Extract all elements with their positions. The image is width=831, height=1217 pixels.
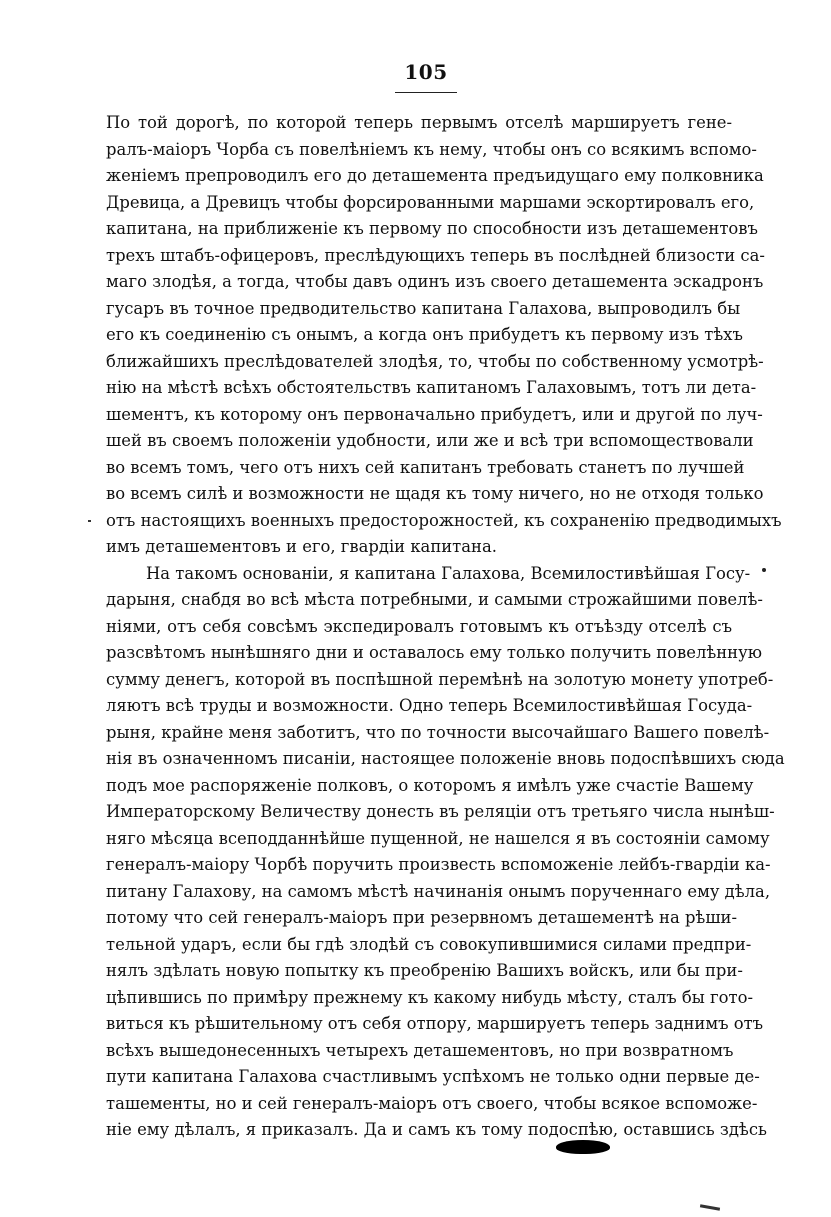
ink-blot [556, 1140, 610, 1154]
text-line: шей въ своемъ положеніи удобности, или же и всѣ три вспомоществовали [106, 431, 754, 450]
text-line: тельной ударъ, если бы гдѣ злодѣй съ совокупившимися силами предпри- [106, 934, 752, 954]
text-line: его къ соединенію съ онымъ, а когда онъ прибудетъ къ первому изъ тѣхъ [106, 325, 743, 344]
text-line: ралъ-маіоръ Чорба съ повелѣніемъ къ нему, чтобы онъ со всякимъ вспомо- [106, 139, 757, 159]
text-line: нія въ означенномъ писаніи, настоящее положеніе вновь подоспѣвшихъ сюда [106, 749, 785, 768]
text-line: ляютъ всѣ труды и возможности. Одно теперь Всемилостивѣйшая Госуда- [106, 696, 753, 715]
text-line: во всемъ томъ, чего отъ нихъ сей капитанъ требовать станетъ по лучшей [106, 457, 745, 477]
text-line: разсвѣтомъ нынѣшняго дни и оставалось ему только получить повелѣнную [106, 643, 763, 662]
text-line: ніями, отъ себя совсѣмъ экспедировалъ готовымъ къ отъѣзду отселѣ съ [106, 616, 732, 636]
text-line: генералъ-маіору Чорбѣ поручить произвесть вспоможеніе лейбъ-гвардіи ка- [106, 855, 771, 874]
text-line: питану Галахову, на самомъ мѣстѣ начинанія онымъ порученнаго ему дѣла, [106, 881, 771, 901]
text-line: Императорскому Величеству донесть въ реляціи отъ третьяго числа нынѣш- [106, 802, 775, 821]
text-line: гусаръ въ точное предводительство капитана Галахова, выпроводилъ бы [106, 298, 741, 318]
print-speck [88, 520, 91, 522]
text-line: шементъ, къ которому онъ первоначально прибудетъ, или и другой по луч- [106, 404, 763, 424]
text-line: нялъ здѣлать новую попытку къ преобренію Вашихъ войскъ, или бы при- [106, 961, 743, 980]
page-number-rule [395, 92, 457, 93]
text-line: во всемъ силѣ и возможности не щадя къ тому ничего, но не отходя только [106, 484, 764, 503]
text-line: няго мѣсяца всеподданнѣйше пущенной, не нашелся я въ состояніи самому [106, 828, 770, 848]
page-number: 105 [404, 60, 448, 84]
text-line: цѣпившись по примѣру прежнему къ какому нибудь мѣсту, сталъ бы гото- [106, 987, 753, 1007]
text-line: дарыня, снабдя во всѣ мѣста потребными, и самыми строжайшими повелѣ- [106, 590, 763, 609]
text-line: ближайшихъ преслѣдователей злодѣя, то, чтобы по собственному усмотрѣ- [106, 351, 764, 371]
text-line: отъ настоящихъ военныхъ предосторожностей, къ сохраненію предводимыхъ [106, 510, 782, 530]
text-line: имъ деташементовъ и его, гвардіи капитана. [106, 537, 497, 556]
print-speck [700, 1204, 720, 1210]
text-line: потому что сей генералъ-маіоръ при резервномъ деташементѣ на рѣши- [106, 908, 738, 927]
text-line: По той дорогѣ, по которой теперь первымъ отселѣ маршируетъ гене- [106, 113, 732, 132]
text-line: женіемъ препроводилъ его до деташемента предъидущаго ему полковника [106, 166, 764, 185]
text-line: сумму денегъ, которой въ поспѣшной перемѣнѣ на золотую монету употреб- [106, 669, 774, 689]
text-line: подъ мое распоряженіе полковъ, о которомъ я имѣлъ уже счастіе Вашему [106, 775, 754, 795]
text-line: Древица, а Древицъ чтобы форсированными маршами эскортировалъ его, [106, 192, 755, 212]
text-line: ташементы, но и сей генералъ-маіоръ отъ своего, чтобы всякое вспоможе- [106, 1093, 758, 1113]
text-line: всѣхъ вышедонесенныхъ четырехъ деташементовъ, но при возвратномъ [106, 1040, 734, 1060]
body-text [106, 110, 785, 1144]
text-line: рыня, крайне меня заботитъ, что по точности высочайшаго Вашего повелѣ- [106, 722, 770, 742]
text-line: нію на мѣстѣ всѣхъ обстоятельствъ капитаномъ Галаховымъ, тотъ ли дета- [106, 378, 757, 397]
text-line: виться къ рѣшительному отъ себя отпору, маршируетъ теперь заднимъ отъ [106, 1014, 764, 1033]
text-line: ніе ему дѣлалъ, я приказалъ. Да и самъ къ тому подоспѣю, оставшись здѣсь [106, 1120, 767, 1139]
text-line: маго злодѣя, а тогда, чтобы давъ одинъ изъ своего деташемента эскадронъ [106, 272, 764, 291]
text-line: капитана, на приближеніе къ первому по способности изъ деташементовъ [106, 219, 758, 238]
text-line: пути капитана Галахова счастливымъ успѣхомъ не только одни первые де- [106, 1067, 760, 1086]
print-speck [762, 568, 766, 572]
text-line: трехъ штабъ-офицеровъ, преслѣдующихъ теперь въ послѣдней близости са- [106, 245, 765, 265]
text-line: На такомъ основаніи, я капитана Галахова, Всемилостивѣйшая Госу- [146, 563, 751, 583]
